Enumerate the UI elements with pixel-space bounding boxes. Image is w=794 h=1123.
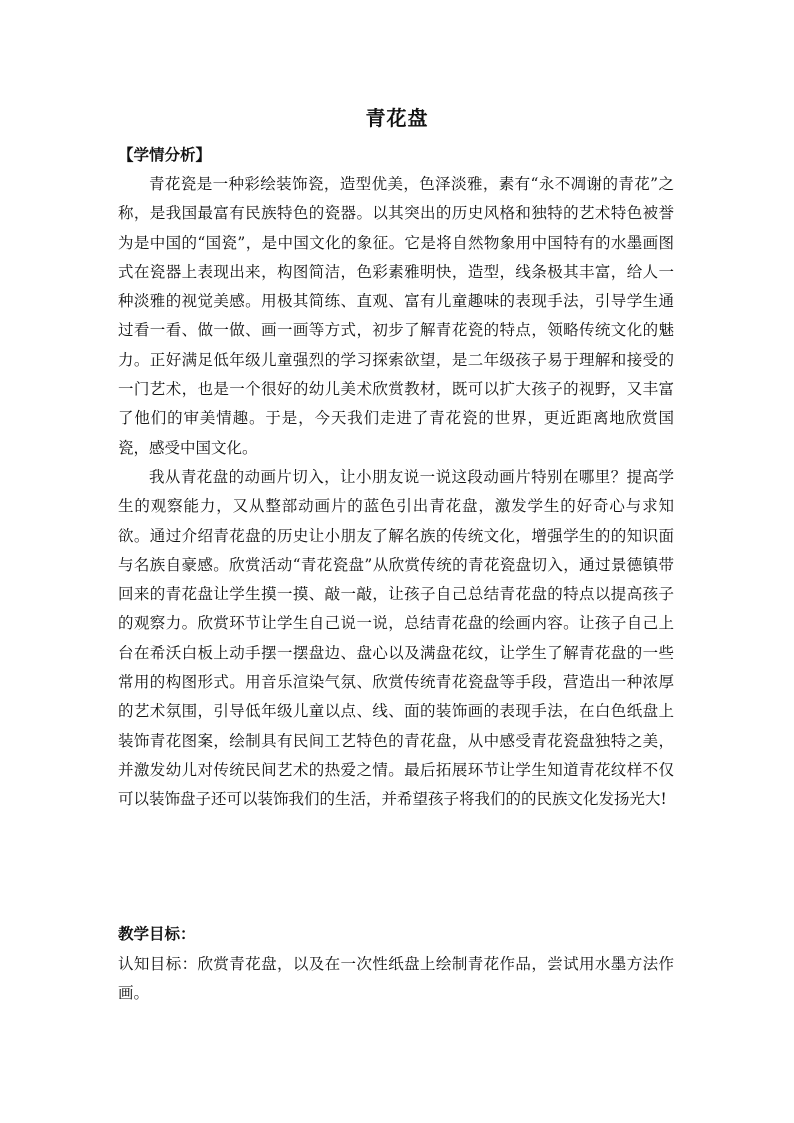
document-title: 青花盘 xyxy=(365,106,429,130)
paragraph: 认知目标：欣赏青花盘，以及在一次性纸盘上绘制青花作品，尝试用水墨方法作画。 xyxy=(118,955,674,1003)
paragraph: 青花瓷是一种彩绘装饰瓷，造型优美，色泽淡雅，素有“永不凋谢的青花”之称，是我国最富有民族特色的瓷器。以其突出的历史风格和独特的艺术特色被誉为是中国的“国瓷”，是中国文化的象征。它是将自然物象用中国特有的水墨画图式在瓷器上表现出来，构图简洁，色彩素雅明快，造型，线条极其丰富，给人一种淡雅的视觉美感。用极其简练、直观、富有儿童趣味的表现手法，引导学生通过看一看、做一做、画一画等方式，初步了解青花瓷的特点，领略传统文化的魅力。正好满足低年级儿童强烈的学习探索欲望，是二年级孩子易于理解和接受的一门艺术，也是一个很好的幼儿美术欣赏教材，既可以扩大孩子的视野，又丰富了他们的审美情趣。于是，今天我们走进了青花瓷的世界，更近距离地欣赏国瓷，感受中国文化。 xyxy=(118,175,674,457)
section-heading-analysis: 【学情分析】 xyxy=(118,145,212,164)
section-heading-objectives: 教学目标： xyxy=(118,924,196,943)
section-body-analysis xyxy=(118,170,674,815)
paragraph: 我从青花盘的动画片切入，让小朋友说一说这段动画片特别在哪里？提高学生的观察能力，又从整部动画片的蓝色引出青花盘，激发学生的好奇心与求知欲。通过介绍青花盘的历史让小朋友了解名族的传统文化，增强学生的的知识面与名族自豪感。欣赏活动“青花瓷盘”从欣赏传统的青花瓷盘切入，通过景德镇带回来的青花盘让学生摸一摸、敲一敲，让孩子自己总结青花盘的特点以提高孩子的观察力。欣赏环节让学生自己说一说，总结青花盘的绘画内容。让孩子自己上台在希沃白板上动手摆一摆盘边、盘心以及满盘花纹，让学生了解青花盘的一些常用的构图形式。用音乐渲染气氛、欣赏传统青花瓷盘等手段，营造出一种浓厚的艺术氛围，引导低年级儿童以点、线、面的装饰画的表现手法，在白色纸盘上装饰青花图案，绘制具有民间工艺特色的青花盘，从中感受青花瓷盘独特之美，并激发幼儿对传统民间艺术的热爱之情。最后拓展环节让学生知道青花纹样不仅可以装饰盘子还可以装饰我们的生活，并希望孩子将我们的的民族文化发扬光大! xyxy=(118,467,674,809)
section-body-objectives xyxy=(118,950,674,1009)
